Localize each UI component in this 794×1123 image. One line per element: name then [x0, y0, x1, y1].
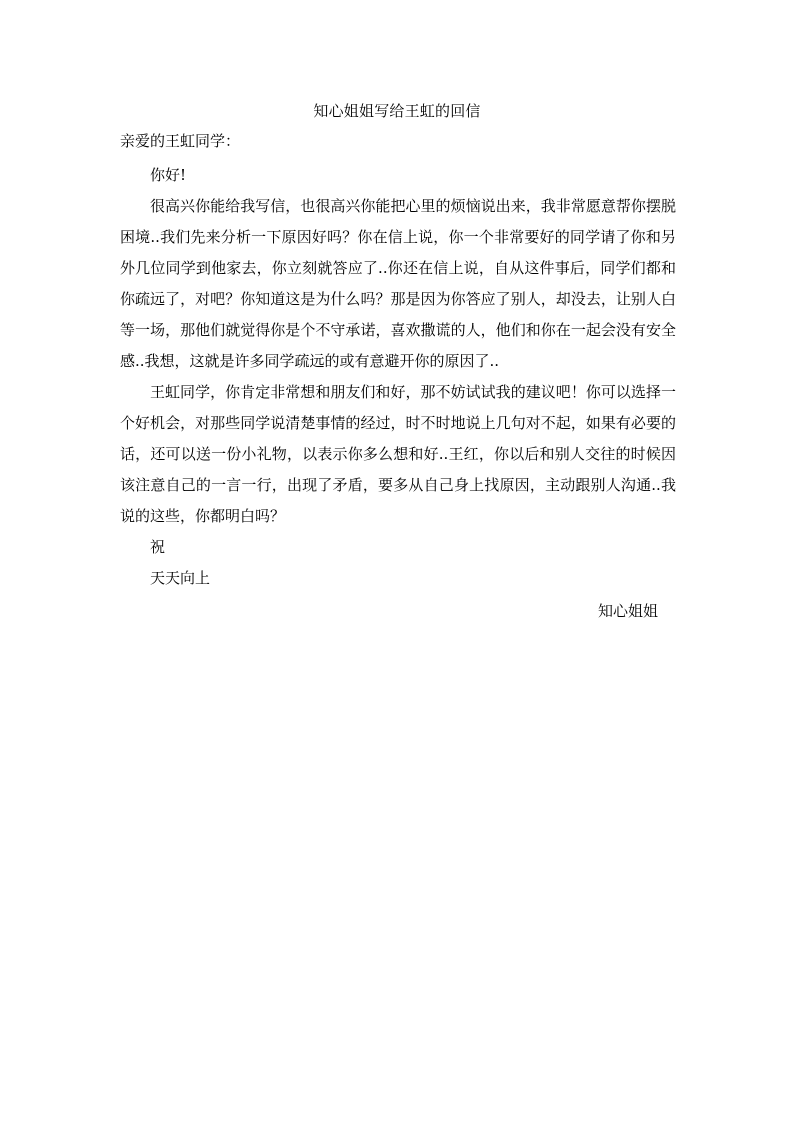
letter-greeting: 你好! [150, 166, 187, 184]
letter-title: 知心姐姐写给王虹的回信 [313, 102, 481, 120]
letter-closing-blessing: 天天向上 [150, 569, 211, 587]
letter-salutation: 亲爱的王虹同学： [120, 132, 241, 150]
letter-signature: 知心姐姐 [598, 602, 659, 620]
letter-closing-wish: 祝 [150, 538, 166, 556]
letter-body [120, 160, 676, 594]
letter-paragraph-1: 很高兴你能给我写信，也很高兴你能把心里的烦恼说出来，我非常愿意帮你摆脱困境..我们先来分析一下原因好吗？你在信上说，你一个非常要好的同学请了你和另外几位同学到他家去，你立刻就答应了..你还在信上说，自从这件事后，同学们都和你疏远了，对吧？你知道这是为什么吗？那是因为你答应了别人，却没去，让别人白等一场，那他们就觉得你是个不守承诺，喜欢撒谎的人，他们和你在一起会没有安全感..我想，这就是许多同学疏远的或有意避开你的原因了.. [120, 197, 676, 370]
letter-paragraph-2: 王虹同学，你肯定非常想和朋友们和好，那不妨试试我的建议吧！你可以选择一个好机会，对那些同学说清楚事情的经过，时不时地说上几句对不起，如果有必要的话，还可以送一份小礼物，以表示你多么想和好..王红，你以后和别人交往的时候因该注意自己的一言一行，出现了矛盾，要多从自己身上找原因，主动跟别人沟通..我说的这些，你都明白吗？ [120, 383, 676, 525]
